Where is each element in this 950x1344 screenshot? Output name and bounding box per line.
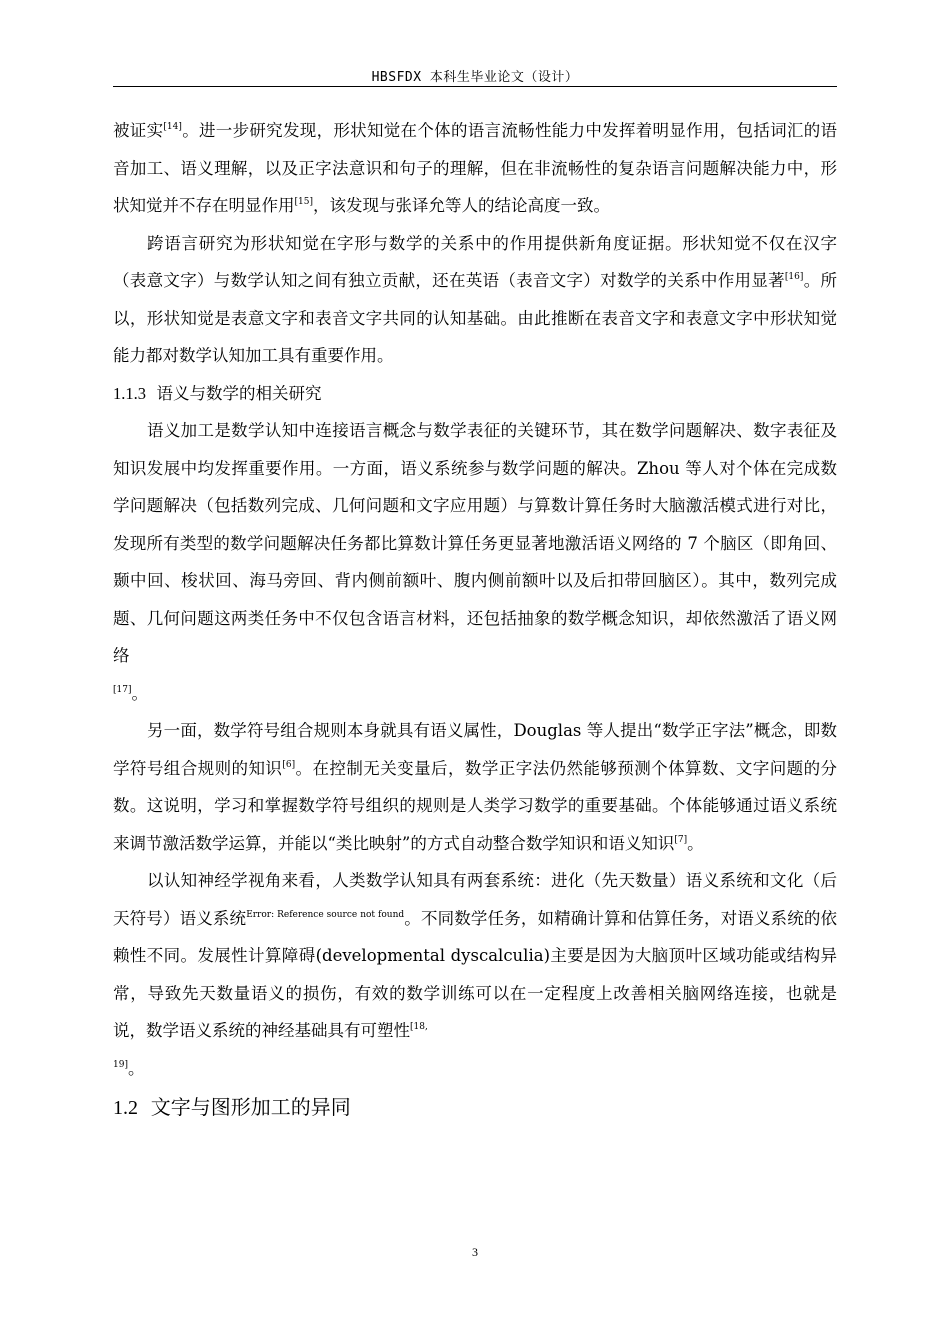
citation: [15] — [294, 197, 313, 207]
section-title: 文字与图形加工的异同 — [150, 1095, 351, 1119]
paragraph-2: 跨语言研究为形状知觉在字形与数学的关系中的作用提供新角度证据。形状知觉不仅在汉字（表意文字）与数学认知之间有独立贡献，还在英语（表音文字）对数学的关系中作用显著[16]。所以，形状知觉是表意文字和表音文字共同的认知基础。由此推断在表音文字和表意文字中形状知觉能力都对数学认知加工具有重要作用。 — [113, 233, 838, 365]
paragraph-1: 被证实[14]。进一步研究发现，形状知觉在个体的语言流畅性能力中发挥着明显作用，包括词汇的语音加工、语义理解，以及正字法意识和句子的理解，但在非流畅性的复杂语言问题解决能力中，形状知觉并不存在明显作用[15]，该发现与张译允等人的结论高度一致。 — [113, 121, 838, 215]
citation: [17] — [113, 684, 132, 695]
section-heading-1-2 — [113, 1087, 837, 1128]
citation-error: Error: Reference source not found — [246, 909, 405, 920]
section-title: 语义与数学的相关研究 — [156, 383, 322, 403]
running-header: HBSFDX 本科生毕业论文（设计） — [371, 70, 579, 85]
citation: [6] — [282, 759, 296, 770]
section-number: 1.2 — [113, 1097, 138, 1119]
section-heading-1-1-3 — [113, 375, 837, 413]
citation: [16] — [784, 272, 804, 282]
paragraph-5: 以认知神经学视角来看，人类数学认知具有两套系统：进化（先天数量）语义系统和文化（后天符号）语义系统$^{Error: Reference source not found}$。不同数学任务，如精确计算和估算任务，对语义系统的依赖性不同。发展性计算障碍(developmental dyscalculia)主要是因为大脑顶叶区域功能或结构异常，导致先天数量语义的损伤，有效的数学训练可以在一定程度上改善相关脑网络连接，也就是说，数学语义系统的神经基础具有可塑性$^{[18,}$ $^{19]}$。 — [113, 871, 837, 1078]
page-number: 3 — [472, 1245, 478, 1259]
citation: [18, — [410, 1022, 428, 1032]
citation: [7] — [674, 834, 688, 845]
paragraph-4: 另一面，数学符号组合规则本身就具有语义属性，Douglas 等人提出“数学正字法”概念，即数学符号组合规则的知识[6]。在控制无关变量后，数学正字法仍然能够预测个体算数、文字问题的分数。这说明，学习和掌握数学符号组织的规则是人类学习数学的重要基础。个体能够通过语义系统来调节激活数学运算，并能以“类比映射”的方式自动整合数学知识和语义知识[7]。 — [113, 721, 838, 853]
citation: 19] — [113, 1059, 128, 1070]
citation: [14] — [163, 122, 182, 132]
paragraph-3: 语义加工是数学认知中连接语言概念与数学表征的关键环节，其在数学问题解决、数字表征及知识发展中均发挥重要作用。一方面，语义系统参与数学问题的解决。Zhou 等人对个体在完成数学问题解决（包括数列完成、几何问题和文字应用题）与算数计算任务时大脑激活模式进行对比，发现所有类型的数学问题解决任务都比算数计算任务更显著地激活语义网络的 7 个脑区（即角回、颞中回、梭状回、海马旁回、背内侧前额叶、腹内侧前额叶以及后扣带回脑区）。其中，数列完成题、几何问题这两类任务中不仅包含语言材料，还包括抽象的数学概念知识，却依然激活了语义网络 [17]。 — [113, 421, 837, 703]
section-number: 1.1.3 — [113, 383, 146, 403]
header-rule — [113, 86, 837, 87]
page-body — [113, 112, 837, 1128]
